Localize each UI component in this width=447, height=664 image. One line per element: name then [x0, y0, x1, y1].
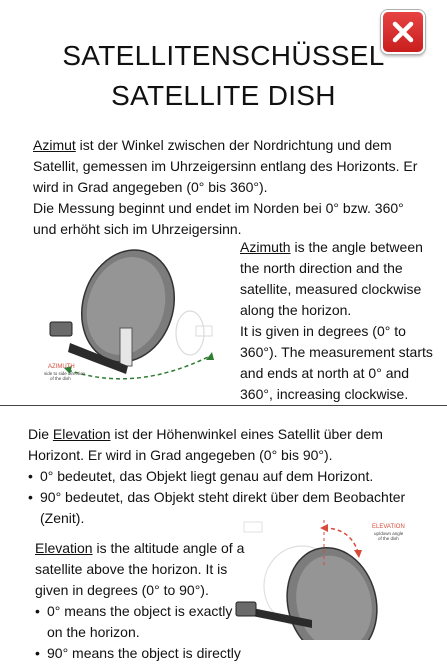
azimuth-de-term: Azimut: [33, 137, 76, 153]
elevation-de-term: Elevation: [52, 426, 111, 442]
azimuth-ghost-dish: [176, 311, 212, 355]
azimuth-de-text1: ist der Winkel zwischen der Nordrichtung und dem Satellit, gemessen im Uhrzeigersinn entlang des Horizonts. Er wird in Grad angegeben (0° bis 360°).: [33, 137, 418, 195]
elevation-figure-caption2: of the dish: [378, 536, 399, 541]
elevation-de-prefix: Die: [28, 426, 53, 442]
title-line-en: SATELLITE DISH: [111, 80, 336, 111]
elevation-en-text1: is the altitude angle of a satellite above the horizon. It is given in degrees (0° to 90°).: [35, 540, 245, 598]
list-item: • 90° means the object is directly: [35, 643, 247, 664]
elevation-figure-caption1: up/down angle: [374, 531, 404, 536]
title-line-de: SATELLITENSCHÜSSEL: [62, 40, 385, 71]
elevation-de-intro: [28, 424, 428, 466]
azimuth-figure-caption2: of the dish: [50, 376, 71, 381]
elevation-en-bullets: [35, 601, 247, 664]
azimuth-en-text1: is the angle between the north direction and the satellite, measured clockwise along the horizon.: [240, 239, 423, 318]
azimuth-figure-caption1: side to side direction: [44, 371, 86, 376]
azimuth-de-text2: Die Messung beginnt und endet im Norden bei 0° bzw. 360° und erhöht sich im Uhrzeigersinn.: [33, 200, 404, 237]
azimuth-en-paragraph: [240, 237, 436, 405]
elevation-de-text1: ist der Höhenwinkel eines Satellit über dem Horizont. Er wird in Grad angegeben (0° bis 90°).: [28, 426, 383, 463]
azimuth-lnb: [50, 322, 72, 336]
elevation-dish-figure: [232, 508, 447, 640]
list-item: • 0° means the object is exactly on the horizon.: [35, 601, 247, 643]
azimuth-de-paragraph: [33, 135, 423, 240]
elevation-en-intro: [35, 538, 247, 601]
azimuth-dish-figure: [40, 248, 230, 390]
azimuth-en-text2: It is given in degrees (0° to 360°). The measurement starts and ends at north at 0° and 360°, increasing clockwise.: [240, 323, 433, 402]
azimuth-figure-label: AZIMUTH: [48, 364, 75, 370]
page-title: [0, 36, 447, 116]
section-divider: [0, 405, 447, 406]
list-item: • 0° bedeutet, das Objekt liegt genau auf dem Horizont.: [28, 466, 428, 487]
elevation-en-term: Elevation: [35, 540, 93, 556]
azimuth-en-term: Azimuth: [240, 239, 291, 255]
azimuth-mast: [120, 328, 132, 366]
elevation-figure-label: ELEVATION: [372, 524, 405, 530]
elevation-en-paragraph: [35, 538, 247, 664]
list-item: • 90° bedeutet, das Objekt steht direkt über dem Beobachter (Zenit).: [28, 487, 428, 529]
